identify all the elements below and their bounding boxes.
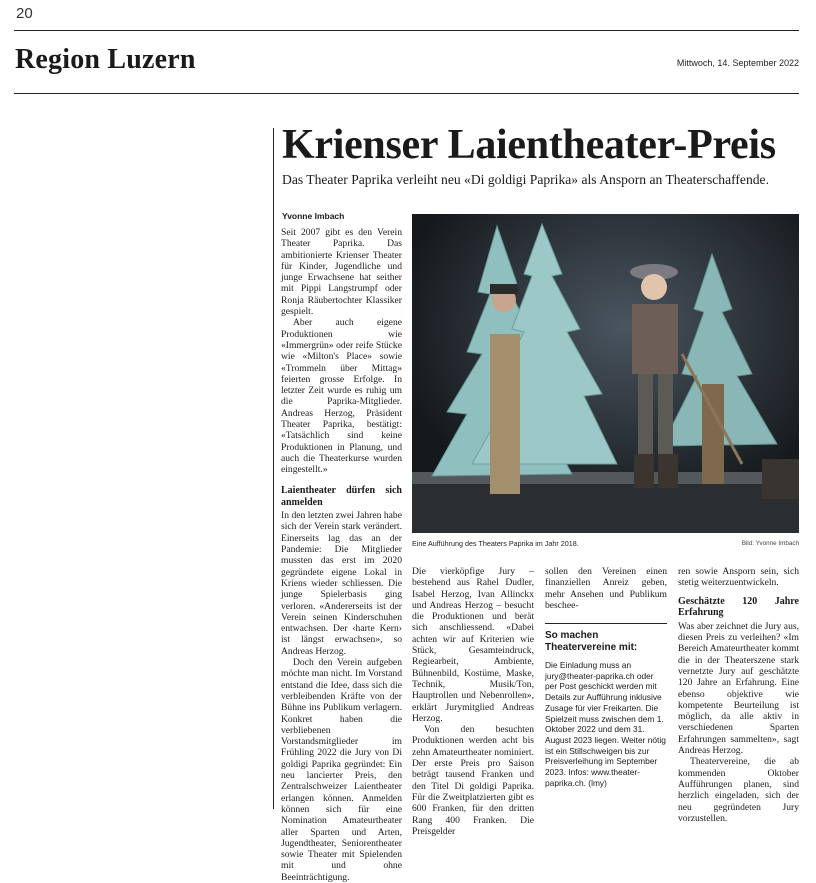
info-box-text: Die Einladung muss an jury@theater-paprika.ch oder per Post geschickt werden mit Details zur Aufführung inklusive Zusage für vier Freikarten. Die Spielzeit muss zwischen dem 1. Oktober 2022 und dem 31. August 2023 liegen. Weiter nötig ist ein Stillschweigen bis zur Preisverleihung im September 2023. Infos: www.theater-paprika.ch. (lmy)	[545, 660, 666, 788]
paragraph: Die vierköpfige Jury – bestehend aus Rahel Dudler, Isabel Herzog, Ivan Allinckx und Andreas Herzog – besucht die Produktionen und berät sich anschliessend. «Dabei achten wir auf Kriterien wie Stück, Gesamteindruck, Regiearbeit, Ambiente, Bühnenbild, Kostüme, Maske, Technik, Musik/Ton, Hauptrollen und Nebenrollen», erklärt Jurymitglied Andreas Herzog.	[412, 566, 534, 724]
headline: Krienser Laientheater-Preis	[282, 122, 776, 168]
page-number: 20	[16, 5, 33, 22]
paragraph: In den letzten zwei Jahren habe sich der Verein stark verändert. Einerseits lag das an der Pandemie: Die Mitglieder mussten das erst im 2020 gegründete eigene Lokal in Kriens wieder schliessen. Die junge Spielerbasis ging verloren. «Andererseits ist der Verein seinen Kinderschuhen entwachsen. Der ‹harte Kern› ist längst erwachsen», so Andreas Herzog.	[281, 510, 402, 657]
paragraph: sollen den Vereinen einen finanziellen Anreiz geben, mehr Ansehen und Publikum beschee-	[545, 566, 667, 611]
article-column-1-continued	[281, 478, 402, 883]
paragraph: Doch den Verein aufgeben möchte man nicht. Im Vorstand entstand die Idee, dass sich die verbleibenden Kräfte von der Bühne ins Publikum verlagern. Konkret haben die verbliebenen Vorstandsmitglieder im Frühling 2022 die Jury von Di goldigi Paprika gegründet: Ein neu lancierter Preis, den Zentralschweizer Laientheater erlangen können. Anmelden können sich für eine Nomination Amateurtheater aller Sparten und Arten, Jugendtheater, Seniorentheater sowie Theater mit Spielenden mit und ohne Beeinträchtigung.	[281, 657, 402, 883]
paragraph: Was aber zeichnet die Jury aus, diesen Preis zu verleihen? «Im Bereich Amateurtheater kommt die in der Theaterszene stark vernetzte Jury auf geschätzte 120 Jahre an Erfahrung. Eine ebenso objektive wie kompetente Beurteilung ist möglich, da alle aktiv in verschiedenen Sparten Erfahrungen sammelten», sagt Andreas Herzog.	[678, 620, 799, 757]
section-rule	[14, 93, 799, 94]
subheadline: Das Theater Paprika verleiht neu «Di goldigi Paprika» als Ansporn an Theaterschaffende.	[282, 172, 769, 187]
theater-stage-image	[412, 214, 799, 533]
paragraph: Aber auch eigene Produktionen wie «Immergrün» oder reife Stücke wie «Milton's Place» sowie «Trommeln über Mittag» feierten grosse Erfolge. In letzter Zeit wurde es ruhig um die Paprika-Mitglieder. Andreas Herzog, Präsident Theater Paprika, bestätigt: «Tatsächlich sind keine Produktionen in Planung, und auch die Theaterkurse wurden eingestellt.»	[281, 317, 402, 476]
paragraph: Theatervereine, die ab kommenden Oktober Aufführungen planen, sind herzlich eingeladen, sich der neu gegründeten Jury vorzustellen.	[678, 756, 799, 824]
dateline: Mittwoch, 14. September 2022	[676, 58, 799, 68]
author-byline: Yvonne Imbach	[282, 211, 345, 221]
article-column-1	[281, 227, 402, 476]
article-column-4	[678, 566, 799, 824]
paragraph: Von den besuchten Produktionen werden acht bis zehn Amateurtheater nominiert. Der erste Preis pro Saison beträgt tausend Franken und den Titel Di goldigi Paprika. Für die Zweitplatzierten gibt es 600 Franken, für den dritten Rang 400 Franken. Die Preisgelder	[412, 724, 534, 837]
intertitle: Laientheater dürfen sich anmelden	[281, 485, 402, 508]
column-divider	[273, 128, 274, 809]
section-title: Region Luzern	[15, 44, 196, 75]
article-column-2	[412, 566, 534, 837]
article-column-3	[545, 566, 667, 611]
intertitle: Geschätzte 120 Jahre Erfahrung	[678, 595, 799, 619]
info-box	[545, 623, 667, 788]
paragraph: ren sowie Ansporn sein, sich stetig weiterzuentwickeln.	[678, 566, 799, 589]
top-rule	[14, 30, 799, 31]
paragraph: Seit 2007 gibt es den Verein Theater Paprika. Das ambitionierte Krienser Theater für Kinder, Jugendliche und junge Erwachsene hat seither mit Pippi Langstrumpf oder Ronja Räubertochter Klassiker gespielt.	[281, 227, 402, 318]
photo-credit: Bild: Yvonne Imbach	[741, 540, 799, 547]
photo-caption: Eine Aufführung des Theaters Paprika im Jahr 2018.	[412, 539, 579, 548]
article-photo	[412, 214, 799, 533]
info-box-title: So machen Theatervereine mit:	[545, 630, 638, 653]
